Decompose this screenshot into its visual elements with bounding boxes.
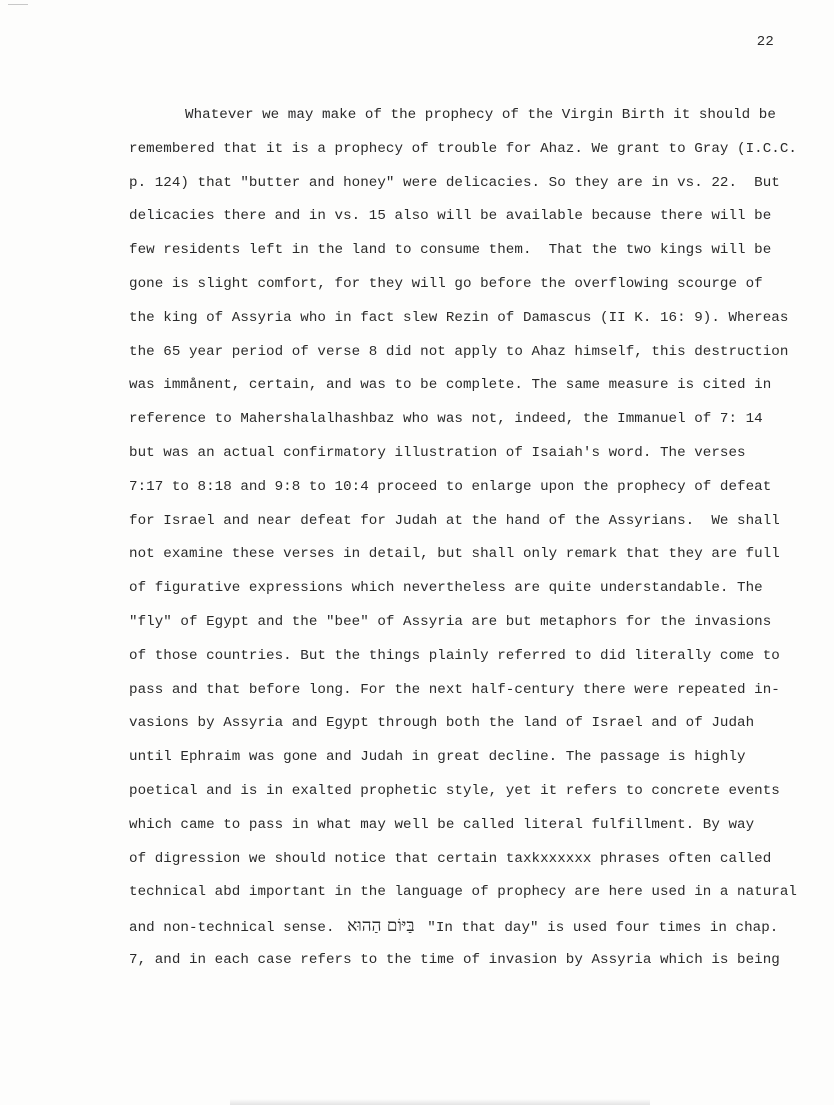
line-text: gone is slight comfort, for they will go before the overflowing scourge of bbox=[129, 275, 763, 292]
line-text: vasions by Assyria and Egypt through both the land of Israel and of Judah bbox=[129, 715, 755, 732]
text-line bbox=[129, 881, 797, 915]
line-text: but was an actual confirmatory illustration of Isaiah's word. The verses bbox=[129, 444, 746, 461]
text-line bbox=[129, 138, 797, 172]
line-text: pass and that before long. For the next half-century there were repeated in- bbox=[129, 681, 780, 698]
text-line bbox=[129, 307, 789, 341]
text-line bbox=[129, 611, 789, 645]
line-text: delicacies there and in vs. 15 also will be available because there will be bbox=[129, 208, 772, 225]
text-line bbox=[129, 374, 789, 408]
hebrew-phrase: בַּיּוֹם הַהוּא bbox=[347, 916, 415, 937]
line-text: was immånent, certain, and was to be complete. The same measure is cited in bbox=[129, 377, 772, 394]
text-line bbox=[129, 543, 789, 577]
text-line bbox=[129, 341, 789, 375]
text-line bbox=[129, 205, 789, 239]
text-line bbox=[129, 408, 789, 442]
line-text: of those countries. But the things plainly referred to did literally come to bbox=[129, 647, 780, 664]
text-line bbox=[129, 476, 789, 510]
line-text: technical abd important in the language of prophecy are here used in a natural bbox=[129, 884, 797, 901]
line-text: of digression we should notice that certain taxkxxxxxx phrases often called bbox=[129, 850, 772, 867]
line-text: Whatever we may make of the prophecy of the Virgin Birth it should be bbox=[185, 107, 776, 123]
page-number: 22 bbox=[756, 34, 774, 50]
line-text: "In that day" is used four times in chap. bbox=[418, 920, 779, 937]
text-line bbox=[129, 239, 789, 273]
text-line bbox=[129, 510, 789, 544]
text-line bbox=[129, 679, 789, 713]
line-text: which came to pass in what may well be called literal fulfillment. By way bbox=[129, 816, 755, 833]
line-text: the 65 year period of verse 8 did not apply to Ahaz himself, this destruction bbox=[129, 343, 789, 360]
line-text: of figurative expressions which nevertheless are quite understandable. The bbox=[129, 580, 763, 597]
line-text: the king of Assyria who in fact slew Rezin of Damascus (II K. 16: 9). Whereas bbox=[129, 309, 789, 326]
text-line bbox=[129, 442, 789, 476]
scan-bottom-edge bbox=[230, 1099, 650, 1105]
text-line bbox=[129, 172, 789, 206]
line-text: "fly" of Egypt and the "bee" of Assyria are but metaphors for the invasions bbox=[129, 613, 772, 630]
line-text: few residents left in the land to consume them. That the two kings will be bbox=[129, 242, 772, 259]
text-line bbox=[129, 848, 789, 882]
text-line bbox=[129, 577, 789, 611]
line-text: 7, and in each case refers to the time of invasion by Assyria which is being bbox=[129, 951, 780, 968]
line-text: remembered that it is a prophecy of trouble for Ahaz. We grant to Gray (I.C.C. bbox=[129, 140, 797, 157]
line-text: p. 124) that "butter and honey" were delicacies. So they are in vs. 22. But bbox=[129, 174, 780, 191]
text-line bbox=[129, 780, 789, 814]
line-text: not examine these verses in detail, but shall only remark that they are full bbox=[129, 546, 780, 563]
body-text bbox=[129, 104, 797, 983]
text-line bbox=[129, 915, 789, 949]
line-text: 7:17 to 8:18 and 9:8 to 10:4 proceed to enlarge upon the prophecy of defeat bbox=[129, 478, 772, 495]
line-text: for Israel and near defeat for Judah at the hand of the Assyrians. We shall bbox=[129, 512, 780, 529]
text-line bbox=[129, 814, 789, 848]
line-text: until Ephraim was gone and Judah in great decline. The passage is highly bbox=[129, 749, 746, 766]
scan-edge-mark bbox=[8, 4, 28, 5]
text-line bbox=[129, 949, 789, 983]
text-line bbox=[129, 645, 789, 679]
line-text: poetical and is in exalted prophetic style, yet it refers to concrete events bbox=[129, 782, 780, 799]
text-line bbox=[129, 104, 789, 138]
text-line bbox=[129, 273, 789, 307]
text-line bbox=[129, 712, 789, 746]
text-line bbox=[129, 746, 789, 780]
line-text: reference to Mahershalalhashbaz who was not, indeed, the Immanuel of 7: 14 bbox=[129, 411, 763, 428]
line-text: and non-technical sense. bbox=[129, 920, 344, 937]
